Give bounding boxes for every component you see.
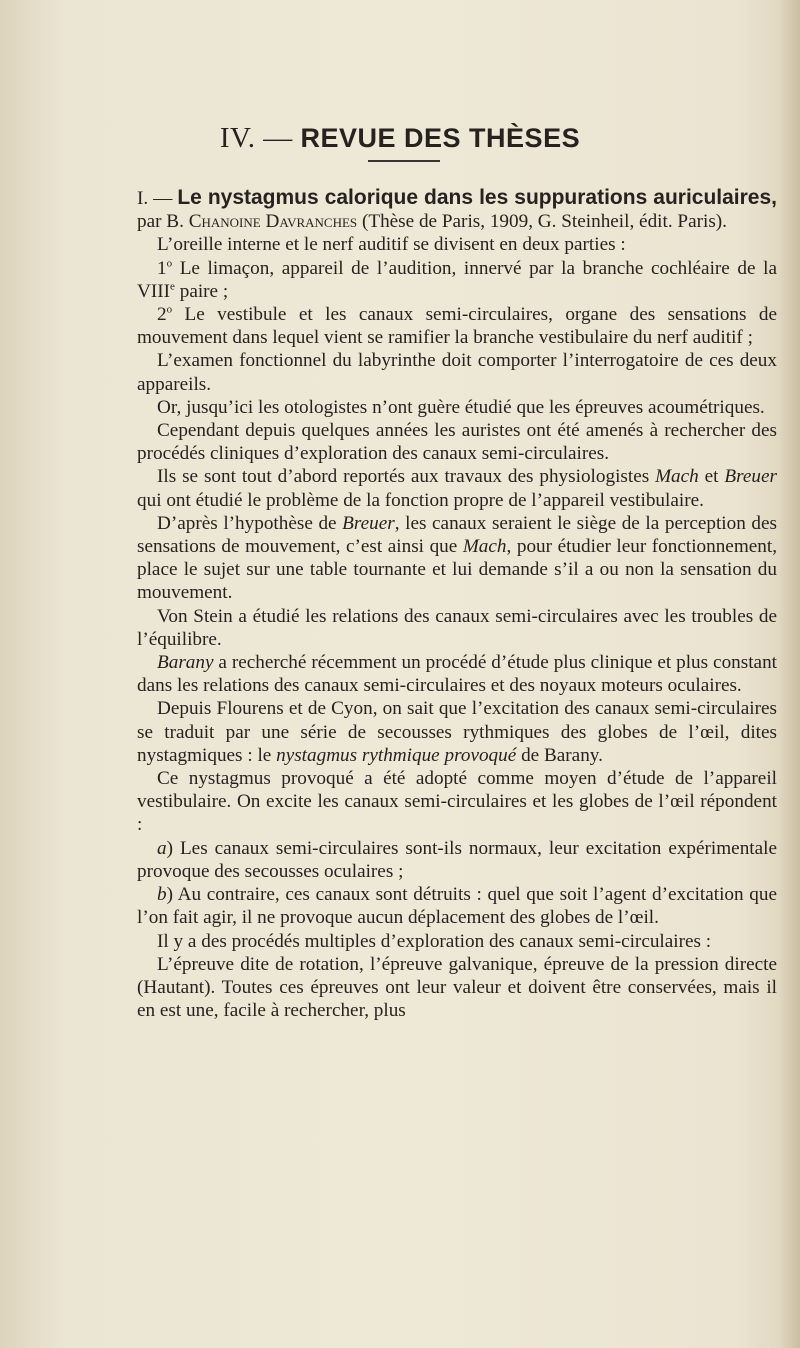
paragraph-13-text: ) Les canaux semi-circulaires sont-ils normaux, leur excitation expérimentale provoque des secousses oculaires ;: [137, 837, 777, 882]
paragraph-11-text-b: de Barany.: [516, 744, 603, 766]
paragraph-2-text-a: Le limaçon, appareil de l’audition, innervé par la branche cochléaire de la VIII: [137, 257, 777, 302]
paragraph-11: [137, 697, 777, 767]
list-marker-b: b: [157, 884, 167, 906]
article-title: Le nystagmus calorique dans les suppurations auriculaires,: [177, 186, 778, 209]
paragraph-10: [137, 651, 777, 697]
article-author: Chanoine Davranches: [188, 211, 358, 233]
article-body: [137, 186, 777, 1022]
paragraph-8-text-c: , pour étudier leur fonctionnement, place le sujet sur une table tournante et lui demande s’il a ou non la sensation du mouvement.: [137, 536, 777, 604]
name-breuer: Breuer: [342, 512, 395, 534]
section-title: REVUE DES THÈSES: [300, 123, 581, 153]
section-dash: —: [255, 122, 301, 154]
page-edge-shadow: [778, 0, 800, 1348]
ordinal-superscript: e: [170, 280, 175, 293]
item-number: 2: [157, 304, 167, 326]
paragraph-2-text-b: paire ;: [174, 280, 229, 302]
section-heading: [0, 122, 800, 155]
paragraph-10-text: a recherché récemment un procédé d’étude plus clinique et plus constant dans les relations des canaux semi-circulaires et des noyaux moteurs oculaires.: [137, 652, 777, 697]
section-number: IV.: [219, 122, 256, 154]
paragraph-6: Cependant depuis quelques années les auristes ont été amenés à rechercher des procédés cliniques d’exploration des canaux semi-circulaires.: [137, 420, 777, 465]
term-nystagmus: nystagmus rythmique provoqué: [276, 744, 517, 766]
paragraph-14: [137, 883, 777, 929]
paragraph-5: Or, jusqu’ici les otologistes n’ont guère étudié que les épreuves acoumétriques.: [157, 396, 765, 418]
paragraph-8-text-a: D’après l’hypothèse de: [157, 512, 343, 534]
item-ordinal: o: [166, 303, 173, 316]
paragraph-1: L’oreille interne et le nerf auditif se divisent en deux parties :: [157, 234, 626, 256]
paragraph-2: [137, 257, 777, 303]
article-header: [137, 186, 777, 233]
paragraph-15: Il y a des procédés multiples d’exploration des canaux semi-circulaires :: [157, 930, 712, 952]
paragraph-8: [137, 512, 777, 605]
paragraph-16: L’épreuve dite de rotation, l’épreuve galvanique, épreuve de la pression directe (Hautant). Toutes ces épreuves ont leur valeur et doivent être conservées, mais il en est une, facile à rechercher, plus: [137, 953, 777, 1022]
paragraph-11-text-a: Depuis Flourens et de Cyon, on sait que l’excitation des canaux semi-circulaires se traduit par une série de secousses rythmiques des globes de l’œil, dites nystagmiques : le: [137, 698, 777, 766]
paragraph-12: Ce nystagmus provoqué a été adopté comme moyen d’étude de l’appareil vestibulaire. On excite les canaux semi-circulaires et les globes de l’œil répondent :: [137, 768, 777, 836]
paragraph-8-text-b: , les canaux seraient le siège de la perception des sensations de mouvement, c’est ainsi que: [137, 512, 777, 558]
paragraph-7-text-a: Ils se sont tout d’abord reportés aux travaux des physiologistes: [157, 466, 656, 488]
name-mach: Mach: [462, 536, 507, 558]
paragraph-3: [137, 303, 777, 349]
name-barany: Barany: [157, 652, 214, 674]
paragraph-9: Von Stein a étudié les relations des canaux semi-circulaires avec les troubles de l’équilibre.: [137, 605, 777, 650]
article-label: I. —: [137, 188, 178, 209]
article-citation: (Thèse de Paris, 1909, G. Steinheil, édit. Paris).: [357, 211, 727, 233]
paragraph-7-text-b: qui ont étudié le problème de la fonction propre de l’appareil vestibulaire.: [137, 489, 704, 511]
paragraph-13: [137, 837, 777, 883]
article-by: par B.: [137, 211, 189, 233]
item-ordinal: o: [166, 257, 173, 270]
paragraph-4: L’examen fonctionnel du labyrinthe doit comporter l’interrogatoire de ces deux appareils.: [137, 350, 777, 395]
conjunction: et: [698, 466, 725, 488]
name-breuer: Breuer: [724, 466, 777, 488]
item-number: 1: [157, 257, 167, 279]
name-mach: Mach: [655, 466, 699, 488]
paragraph-14-text: ) Au contraire, ces canaux sont détruits : quel que soit l’agent d’excitation que l’on fait agir, il ne provoque aucun déplacement des globes de l’œil.: [137, 884, 777, 929]
list-marker-a: a: [157, 837, 167, 859]
paragraph-7: [137, 465, 777, 511]
heading-underline: [368, 160, 440, 162]
paragraph-3-text: Le vestibule et les canaux semi-circulaires, organe des sensations de mouvement dans lequel vient se ramifier la branche vestibulaire du nerf auditif ;: [137, 304, 777, 349]
